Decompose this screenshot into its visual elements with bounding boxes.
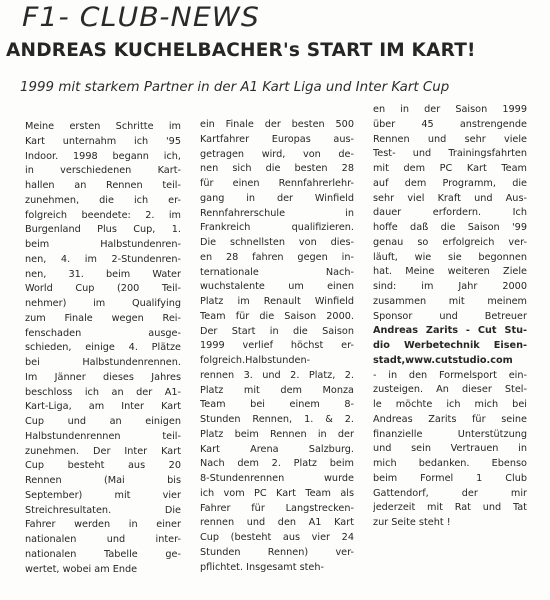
text-line: Rennfahrerschule in (200, 207, 354, 219)
text-line: Test- und Trainingsfahrten (373, 148, 527, 160)
text-line: 8-Stundenrennen wurde (200, 473, 354, 484)
text-line: Kartfahrer Europas aus- (200, 133, 354, 145)
text-line: Kart-Liga, am Inter Kart (25, 401, 181, 413)
text-line: Fahrer für Langstrecken- (200, 502, 354, 514)
text-line: beim Halbstundenren- (25, 239, 181, 250)
text-line: nationalen Tabelle ge- (25, 548, 181, 560)
text-line: Rennen (Mai bis (25, 475, 181, 486)
text-column-1 (25, 120, 181, 577)
text-line: ternationale Nach- (200, 266, 354, 278)
text-line: dauer erfordern. Ich (373, 207, 527, 219)
text-line: wuchstalente um einen (200, 281, 354, 293)
text-line: Platz im Renault Winfield (200, 296, 354, 307)
text-line: Fahrer werden in einer (25, 519, 181, 531)
text-line: Nach dem 2. Platz beim (200, 458, 354, 470)
text-line: beim Formel 1 Club (373, 472, 527, 484)
text-line: auf dem Programm, die (373, 177, 527, 189)
text-line: Gattendorf, der mir (373, 487, 527, 499)
text-line: le möchte ich mich bei (373, 399, 527, 410)
text-line: gang in der Winfield (200, 192, 354, 204)
text-line: Team für die Saison 2000. (200, 310, 354, 322)
text-line: Die schnellsten von dies- (200, 237, 354, 248)
text-line: nen sich die besten 28 (200, 163, 354, 175)
text-line: Im Jänner dieses Jahres (25, 371, 181, 383)
text-line: Rennen und sehr viele (373, 133, 527, 145)
text-line: wertet, wobei am Ende (25, 563, 138, 575)
text-line: en 28 fahren gegen in- (200, 251, 354, 263)
text-line: folgreich beendete: 2. im (25, 209, 181, 221)
text-line: Der Start in die Saison (200, 325, 354, 337)
text-line: en in der Saison 1999 (373, 104, 527, 115)
text-line: läuft, wie sie begonnen (373, 251, 527, 263)
text-line: hoffe daß die Saison '99 (373, 222, 527, 233)
text-line: stadt,www.cutstudio.com (373, 354, 513, 366)
text-line: Kart Arena Salzburg. (200, 443, 354, 455)
text-line: beschloss ich an der A1- (25, 386, 181, 398)
text-line: zusammen mit meinem (373, 295, 527, 307)
text-line: mit dem PC Kart Team (373, 163, 527, 174)
text-line: nen, 4. im 2-Stundenren- (25, 253, 181, 265)
text-line: rennen und den A1 Kart (200, 517, 354, 529)
text-line: Stunden Rennen) ver- (200, 546, 354, 558)
text-line: 1999 verlief höchst er- (200, 340, 354, 352)
text-line: jederzeit mit Rat und Tat (373, 502, 527, 514)
text-line: zunehmen, die ich er- (25, 194, 181, 206)
text-line: Halbstundenrennen teil- (25, 430, 181, 442)
text-line: nen, 31. beim Water (25, 268, 181, 280)
text-line: Platz mit dem Monza (200, 384, 354, 396)
text-line: September) mit vier (25, 489, 181, 501)
text-line: Cup besteht aus 20 (25, 460, 181, 472)
text-line: zusteigen. An dieser Stel- (373, 384, 527, 396)
text-line: mich bedanken. Ebenso (373, 458, 527, 469)
text-line: sind: im Jahr 2000 (373, 281, 527, 292)
text-line: getragen wird, von de- (200, 148, 354, 160)
text-line: Streichresultaten. Die (25, 504, 181, 516)
text-line: pflichtet. Insgesamt steh- (200, 561, 325, 573)
article-subheadline: 1999 mit starkem Partner in der A1 Kart Liga und Inter Kart Cup (20, 80, 450, 95)
text-line: - in den Formelsport ein- (373, 369, 527, 381)
text-line: nationalen und inter- (25, 534, 181, 545)
text-line: Cup (besteht aus vier 24 (200, 532, 354, 543)
text-line: Andreas Zarits für seine (373, 413, 527, 425)
text-line: finanzielle Unterstützung (373, 428, 527, 440)
text-line: Andreas Zarits - Cut Stu- (373, 325, 527, 337)
masthead: F1- CLUB-NEWS (22, 2, 260, 33)
text-line: zunehmen. Der Inter Kart (25, 445, 181, 457)
text-line: hat. Meine weiteren Ziele (373, 266, 527, 278)
text-line: Frankreich qualifizieren. (200, 222, 354, 234)
text-line: Indoor. 1998 begann ich, (25, 150, 181, 162)
text-line: dio Werbetechnik Eisen- (373, 340, 527, 351)
text-column-2 (200, 118, 354, 575)
text-line: zum Finale wegen Rei- (25, 312, 181, 324)
text-line: Meine ersten Schritte im (25, 121, 181, 132)
text-line: in verschiedenen Kart- (25, 165, 181, 177)
text-line: Kart unternahm ich '95 (25, 135, 181, 147)
text-line: Stunden Rennen, 1. & 2. (200, 414, 354, 425)
text-line: genau so erfolgreich ver- (373, 236, 527, 248)
text-line: Team bei einem 8- (200, 399, 354, 411)
text-line: fenschaden ausge- (25, 327, 181, 339)
text-line: über 45 anstrengende (373, 118, 527, 130)
text-line: Burgenland Plus Cup, 1. (25, 224, 181, 236)
text-line: folgreich.Halbstunden- (200, 355, 311, 366)
text-line: für einen Rennfahrerlehr- (200, 178, 354, 189)
text-line: ich vom PC Kart Team als (200, 487, 354, 499)
text-line: schieden, einige 4. Plätze (25, 342, 181, 354)
text-line: bei Halbstundenrennen. (25, 357, 181, 368)
text-column-3 (373, 103, 527, 531)
text-line: und sein Vertrauen in (373, 443, 527, 455)
text-line: Cup und an einigen (25, 416, 181, 427)
text-line: Platz beim Rennen in der (200, 428, 354, 440)
text-line: World Cup (200 Teil- (25, 283, 181, 295)
text-line: ein Finale der besten 500 (200, 119, 354, 130)
text-line: nehmer) im Qualifying (25, 298, 181, 309)
text-line: rennen 3. und 2. Platz, 2. (200, 369, 354, 381)
text-line: hallen an Rennen teil- (25, 180, 181, 191)
text-line: sehr viel Kraft und Aus- (373, 192, 527, 204)
text-line: Sponsor und Betreuer (373, 310, 527, 322)
text-line: zur Seite steht ! (373, 517, 451, 528)
article-headline: ANDREAS KUCHELBACHER's START IM KART! (6, 40, 476, 61)
